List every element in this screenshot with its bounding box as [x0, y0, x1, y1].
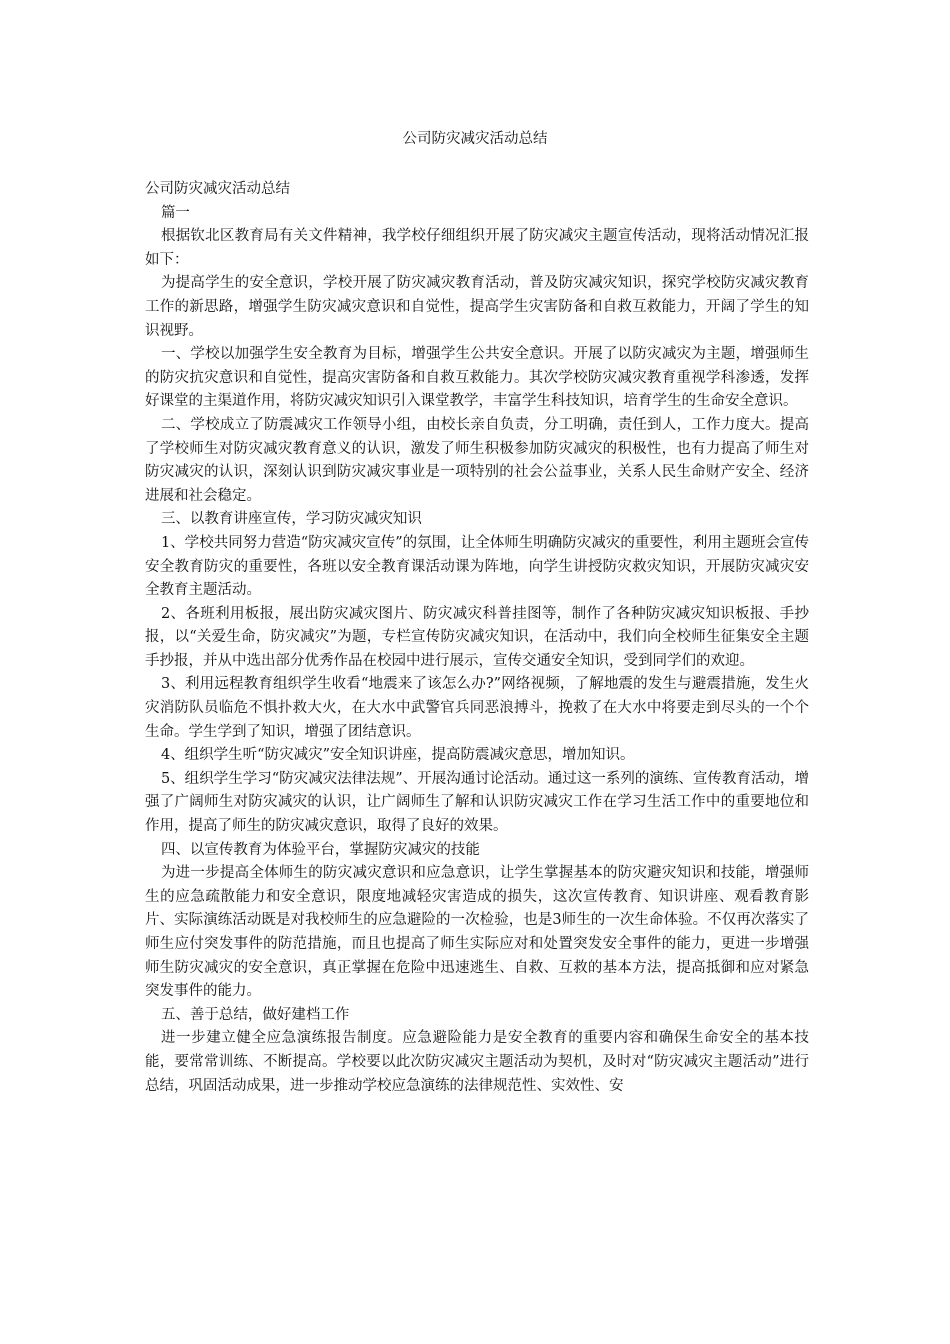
paragraph-purpose: 为提高学生的安全意识，学校开展了防灾减灾教育活动，普及防灾减灾知识，探究学校防灾减灾教育工作的新思路，增强学生防灾减灾意识和自觉性，提高学生灾害防备和自救互救能力，开阔了学生的知识视野。	[145, 275, 809, 339]
body-heading: 公司防灾减灾活动总结	[145, 181, 290, 197]
paragraph-item-1: 1、学校共同努力营造“防灾减灾宣传”的氛围，让全体师生明确防灾减灾的重要性，利用主题班会宣传安全教育防灾的重要性，各班以安全教育课活动课为阵地，向学生讲授防灾救灾知识，开展防灾减灾安全教育主题活动。	[145, 534, 809, 599]
paragraph-item-3: 3、利用远程教育组织学生收看“地震来了该怎么办?”网络视频，了解地震的发生与避震措施，发生火灾消防队员临危不惧扑救大火，在大水中武警官兵同恶浪搏斗，挽救了在大水中将要走到尽头的一个个生命。学生学到了知识，增强了团结意识。	[145, 676, 809, 740]
paragraph-point-1: 一、学校以加强学生安全教育为目标，增强学生公共安全意识。开展了以防灾减灾为主题，增强师生的防灾抗灾意识和自觉性，提高灾害防备和自救互救能力。其次学校防灾减灾教育重视学科渗透，发挥好课堂的主渠道作用，将防灾减灾知识引入课堂教学，丰富学生科技知识，培育学生的生命安全意识。	[145, 346, 809, 410]
subheading-3: 三、以教育讲座宣传，学习防灾减灾知识	[160, 511, 422, 528]
subheading-5: 五、善于总结，做好建档工作	[160, 1006, 350, 1023]
document-body	[145, 178, 809, 1098]
paragraph-item-5: 5、组织学生学习“防灾减灾法律法规”、开展沟通讨论活动。通过这一系列的演练、宣传教育活动，增强了广阔师生对防灾减灾的认识，让广阔师生了解和认识防灾减灾工作在学习生活工作中的重要地位和作用，提高了师生的防灾减灾意识，取得了良好的效果。	[145, 770, 809, 835]
paragraph-intro: 根据钦北区教育局有关文件精神，我学校仔细组织开展了防灾减灾主题宣传活动，现将活动情况汇报如下：	[145, 228, 809, 268]
paragraph-point-2: 二、学校成立了防震减灾工作领导小组，由校长亲自负责，分工明确，责任到人，工作力度大。提高了学校师生对防灾减灾教育意义的认识，激发了师生积极参加防灾减灾的积极性，也有力提高了师生对防灾减灾的认识，深刻认识到防灾减灾事业是一项特别的社会公益事业，关系人民生命财产安全、经济进展和社会稳定。	[145, 416, 809, 504]
paragraph-item-4: 4、组织学生听“防灾减灾”安全知识讲座，提高防震减灾意思，增加知识。	[160, 747, 635, 764]
paragraph-item-2: 2、各班利用板报，展出防灾减灾图片、防灾减灾科普挂图等，制作了各种防灾减灾知识板报、手抄报，以“关爱生命，防灾减灾”为题，专栏宣传防灾减灾知识，在活动中，我们向全校师生征集安全主题手抄报，并从中选出部分优秀作品在校园中进行展示，宣传交通安全知识，受到同学们的欢迎。	[145, 605, 809, 669]
paragraph-archive: 进一步建立健全应急演练报告制度。应急避险能力是安全教育的重要内容和确保生命安全的基本技能，要常常训练、不断提高。学校要以此次防灾减灾主题活动为契机，及时对“防灾减灾主题活动”进行总结，巩固活动成果，进一步推动学校应急演练的法律规范性、实效性、安	[145, 1030, 809, 1094]
document-title: 公司防灾减灾活动总结	[402, 131, 548, 147]
section-label: 篇一	[160, 204, 190, 221]
subheading-4: 四、以宣传教育为体验平台，掌握防灾减灾的技能	[160, 841, 480, 858]
paragraph-skills: 为进一步提高全体师生的防灾减灾意识和应急意识，让学生掌握基本的防灾避灾知识和技能，增强师生的应急疏散能力和安全意识，限度地减轻灾害造成的损失，这次宣传教育、知识讲座、观看教育影片、实际演练活动既是对我校师生的应急避险的一次检验，也是3师生的一次生命体验。不仅再次落实了师生应付突发事件的防范措施，而且也提高了师生实际应对和处置突发安全事件的能力，更进一步增强师生防灾减灾的安全意识，真正掌握在危险中迅速逃生、自救、互救的基本方法，提高抵御和应对紧急突发事件的能力。	[145, 865, 809, 1000]
